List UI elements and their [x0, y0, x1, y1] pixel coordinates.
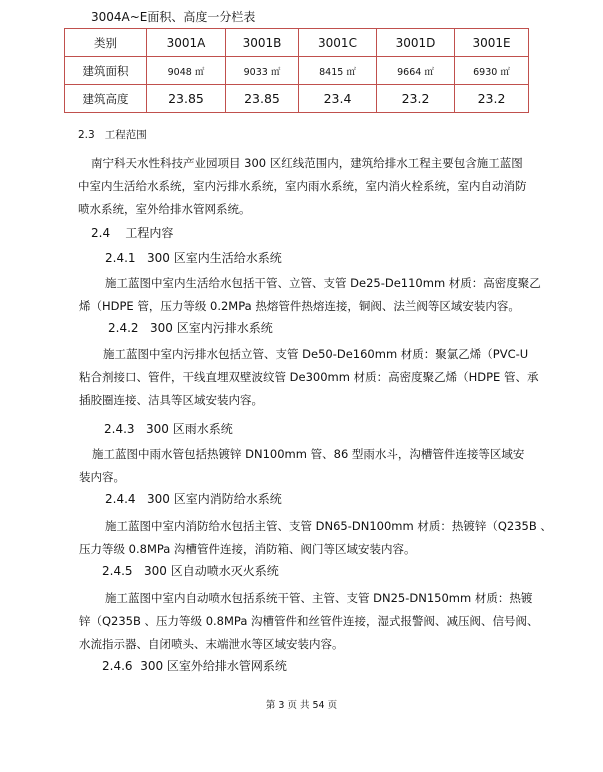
table-row	[65, 57, 529, 85]
paragraph-line: 中室内生活给水系统，室内污排水系统，室内雨水系统，室内消火栓系统，室内自动消防	[78, 179, 527, 193]
table-cell: 23.2	[377, 85, 455, 113]
paragraph-line: 压力等级 0.8MPa 沟槽管件连接，消防箱、阀门等区域安装内容。	[79, 542, 416, 556]
table-header-cell: 3001E	[455, 29, 529, 57]
paragraph-line: 施工蓝图中雨水管包括热镀锌 DN100mm 管、86 型雨水斗，沟槽管件连接等区域安	[92, 447, 525, 461]
paragraph-2-3	[78, 152, 553, 221]
section-heading-2-4-4	[105, 491, 282, 507]
table-cell: 23.85	[226, 85, 299, 113]
section-heading-2-4-3	[104, 421, 233, 437]
section-heading-2-4-1	[105, 250, 282, 266]
paragraph-line: 喷水系统，室外给排水管网系统。	[78, 202, 251, 216]
table-header-cell: 3001A	[147, 29, 226, 57]
paragraph-line: 施工蓝图中室内污排水包括立管、支管 De50-De160mm 材质：聚氯乙烯（PVC-U	[103, 347, 529, 361]
section-number: 2.4	[91, 226, 111, 240]
section-heading-2-3	[78, 127, 147, 143]
paragraph-2-4-1	[79, 272, 553, 318]
table-cell: 23.2	[455, 85, 529, 113]
table-cell: 6930 ㎡	[455, 57, 529, 85]
section-heading-2-4-5	[102, 563, 279, 579]
table-header-cell: 3001D	[377, 29, 455, 57]
paragraph-line: 施工蓝图中室内生活给水包括干管、立管、支管 De25-De110mm 材质：高密度聚乙	[105, 276, 541, 290]
paragraph-line: 烯（HDPE 管，压力等级 0.2MPa 热熔管件热熔连接，铜阀、法兰阀等区域安装内容。	[79, 299, 520, 313]
section-number: 2.4.6	[102, 659, 133, 673]
section-title: 300 区自动喷水灭火系统	[144, 564, 279, 578]
section-number: 2.4.3	[104, 422, 135, 436]
table-cell: 9664 ㎡	[377, 57, 455, 85]
section-heading-2-4	[91, 225, 173, 241]
paragraph-line: 插胶圈连接、洁具等区域安装内容。	[79, 393, 263, 407]
paragraph-line: 粘合剂接口、管件，干线直埋双壁波纹管 De300mm 材质：高密度聚乙烯（HDPE 管、承	[79, 370, 539, 384]
row-label: 建筑面积	[65, 57, 147, 85]
table-cell: 23.4	[299, 85, 377, 113]
paragraph-line: 锌（Q235B 、压力等级 0.8MPa 沟槽管件和丝管件连接，湿式报警阀、减压阀、信号阀、	[79, 614, 539, 628]
section-number: 2.4.1	[105, 251, 136, 265]
table-cell: 9048 ㎡	[147, 57, 226, 85]
paragraph-line: 施工蓝图中室内自动喷水包括系统干管、主管、支管 DN25-DN150mm 材质：热镀	[105, 591, 533, 605]
section-title: 300 区室内污排水系统	[150, 321, 273, 335]
section-title: 工程范围	[104, 129, 147, 141]
table-header-cell: 3001B	[226, 29, 299, 57]
paragraph-line: 水流指示器、自闭喷头、末端泄水等区域安装内容。	[79, 637, 344, 651]
table-row	[65, 85, 529, 113]
paragraph-line: 南宁科天水性科技产业园项目 300 区红线范围内，建筑给排水工程主要包含施工蓝图	[91, 156, 523, 170]
section-number: 2.4.2	[108, 321, 139, 335]
area-height-table	[64, 28, 529, 113]
paragraph-2-4-4	[79, 515, 553, 561]
paragraph-line: 施工蓝图中室内消防给水包括主管、支管 DN65-DN100mm 材质：热镀锌（Q235B 、	[105, 519, 552, 533]
section-heading-2-4-2	[108, 320, 273, 336]
section-title: 300 区室外给排水管网系统	[140, 659, 287, 673]
section-title: 300 区雨水系统	[146, 422, 233, 436]
table-header-cell: 3001C	[299, 29, 377, 57]
paragraph-line: 装内容。	[79, 470, 125, 484]
table-cell: 23.85	[147, 85, 226, 113]
section-title: 300 区室内生活给水系统	[147, 251, 282, 265]
table-header-cell: 类别	[65, 29, 147, 57]
row-label: 建筑高度	[65, 85, 147, 113]
table-caption: 3004A~E面积、高度一分栏表	[91, 10, 256, 24]
table-cell: 9033 ㎡	[226, 57, 299, 85]
paragraph-2-4-2	[79, 343, 553, 412]
table-header-row	[65, 29, 529, 57]
section-number: 2.4.4	[105, 492, 136, 506]
section-number: 2.3	[78, 129, 95, 141]
page-footer: 第 3 页 共 54 页	[265, 700, 338, 711]
table-cell: 8415 ㎡	[299, 57, 377, 85]
paragraph-2-4-3	[79, 443, 553, 489]
section-heading-2-4-6	[102, 658, 287, 674]
section-number: 2.4.5	[102, 564, 133, 578]
section-title: 300 区室内消防给水系统	[147, 492, 282, 506]
section-title: 工程内容	[125, 226, 174, 240]
paragraph-2-4-5	[79, 587, 553, 656]
